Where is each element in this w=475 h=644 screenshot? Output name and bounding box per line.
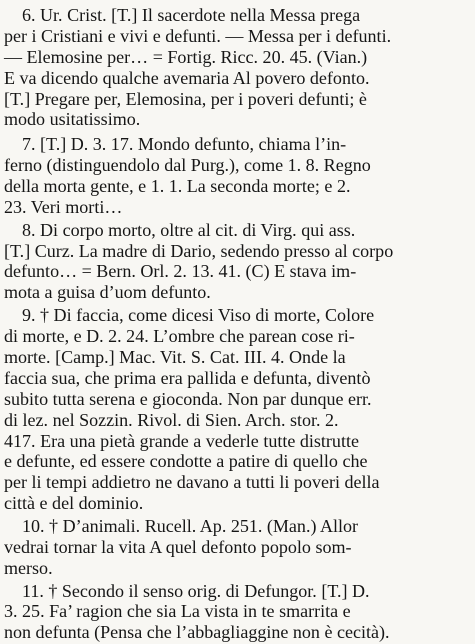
entry-line: modo usitatissimo. — [4, 109, 141, 130]
entry-line: [T.] Pregare per, Elemosina, per i poveri defunti; è — [4, 88, 367, 109]
entry-line: faccia sua, che prima era pallida e defunta, diventò — [4, 367, 371, 388]
entry-line: 3. 25. Fa’ ragion che sia La vista in te smarrita e — [4, 601, 351, 622]
entry-line: merso. — [4, 557, 53, 578]
entry-line: 23. Veri morti… — [4, 196, 123, 217]
entry-line: E va dicendo qualche avemaria Al povero defonto. — [4, 67, 370, 88]
entry-line: e defunte, ed essere condotte a patire di quello che — [4, 451, 368, 472]
entry-line: defunto… = Bern. Orl. 2. 13. 41. (C) E stava im- — [4, 261, 357, 282]
entry-line: 417. Era una pietà grande a vederle tutte distrutte — [4, 430, 359, 451]
entry-line: 7. [T.] D. 3. 17. Mondo defunto, chiama l’in- — [22, 134, 347, 155]
entry-line: [T.] Curz. La madre di Dario, sedendo presso al corpo — [4, 240, 394, 261]
entry-line: per li tempi addietro ne davano a tutti li poveri della — [4, 472, 380, 493]
entry-line: città e del dominio. — [4, 493, 144, 514]
entry-line: — Elemosine per… = Fortig. Ricc. 20. 45. (Vian.) — [4, 46, 368, 67]
entry-line: ferno (distinguendolo dal Purg.), come 1. 8. Regno — [4, 155, 371, 176]
entry-line: di lez. nel Sozzin. Rivol. di Sien. Arch. stor. 2. — [4, 409, 339, 430]
entry-line: morte. [Camp.] Mac. Vit. S. Cat. III. 4. Onde la — [4, 346, 346, 367]
entry-line: 11. † Secondo il senso orig. di Defungor. [T.] D. — [22, 580, 370, 601]
entry-line: mota a guisa d’uom defunto. — [4, 282, 211, 303]
entry-line: della morta gente, e 1. 1. La seconda morte; e 2. — [4, 175, 351, 196]
entry-line: subito tutta serena e gioconda. Non par dunque err. — [4, 388, 372, 409]
entry-line: 6. Ur. Crist. [T.] Il sacerdote nella Messa prega — [22, 5, 361, 25]
entry-line: 10. † D’animali. Rucell. Ap. 251. (Man.) Allor — [22, 515, 359, 536]
entry-line: non defunta (Pensa che l’abbagliaggine non è cecità). — [4, 622, 390, 643]
entry-line: per i Cristiani e vivi e defunti. — Messa per i defunti. — [4, 25, 392, 46]
entry-line: 8. Di corpo morto, oltre al cit. di Virg. qui ass. — [22, 219, 356, 240]
entry-line: vedrai tornar la vita A quel defonto popolo som- — [4, 536, 352, 557]
entry-line: 9. † Di faccia, come dicesi Viso di morte, Colore — [22, 305, 375, 326]
entry-line: di morte, e D. 2. 24. L’ombre che parean cose ri- — [4, 326, 355, 347]
